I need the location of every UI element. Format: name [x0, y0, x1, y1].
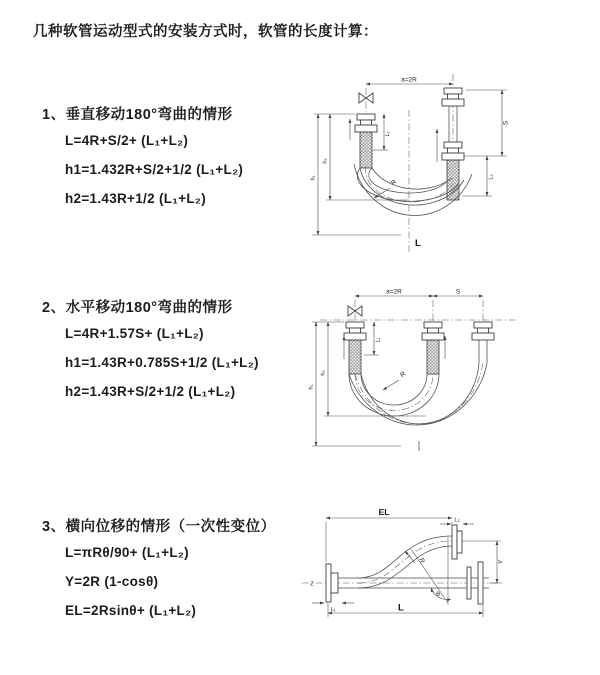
d3-label-theta: θ	[436, 591, 440, 598]
d1-label-l2: L₂	[488, 174, 495, 180]
section-1-formula-h2: h2=1.43R+1/2 (L₁+L₂)	[65, 191, 207, 206]
section-3-formula-Y: Y=2R (1-cosθ)	[65, 574, 159, 589]
d3-theta-construction	[411, 537, 451, 605]
d2-hose-bend-curves	[349, 363, 487, 451]
section-3-formula-L: L=πRθ/90+ (L₁+L₂)	[65, 545, 189, 560]
section-2-formula-h2: h2=1.43R+S/2+1/2 (L₁+L₂)	[65, 384, 236, 399]
diagram-horizontal-180-bend	[306, 283, 571, 473]
d1-label-h2: h₂	[322, 158, 329, 164]
d1-left-hose-end	[355, 114, 377, 168]
d1-label-l1: L₁	[385, 131, 391, 137]
section-1-heading: 1、垂直移动180°弯曲的情形	[42, 107, 233, 123]
d2-label-r: R	[399, 370, 408, 379]
d2-label-h1: h₁	[308, 384, 315, 390]
section-3-formula-EL: EL=2Rsinθ+ (L₁+L₂)	[65, 603, 197, 618]
d2-dimensions	[309, 289, 484, 447]
d2-middle-hose-end	[422, 322, 444, 374]
d1-label-r: R	[390, 178, 399, 188]
d3-label-el: EL	[378, 507, 390, 517]
d1-dimensions	[311, 77, 510, 250]
d3-label-y: Y	[497, 559, 505, 565]
section-3-heading: 3、横向位移的情形（一次性变位）	[42, 519, 276, 535]
d1-label-l: L	[415, 238, 421, 249]
d2-label-s: S	[455, 288, 461, 296]
section-2-formula-h1: h1=1.43R+0.785S+1/2 (L₁+L₂)	[65, 355, 259, 370]
d2-left-hose-end	[344, 322, 366, 374]
d2-right-hose-end	[472, 322, 494, 363]
d3-centerline-symbol: Z	[310, 581, 314, 588]
d1-label-a2r: a=2R	[401, 76, 417, 84]
diagram-lateral-displacement	[298, 503, 596, 648]
d3-dimensions	[310, 507, 504, 617]
diagram-vertical-180-bend	[306, 66, 561, 261]
d2-label-a2r: a=2R	[386, 288, 402, 296]
d3-hose-curve	[358, 536, 452, 588]
section-2-heading: 2、水平移动180°弯曲的情形	[42, 300, 233, 316]
d3-upper-flange	[452, 525, 462, 559]
d2-label-h2: h₂	[320, 370, 327, 376]
d1-label-s: S	[502, 120, 510, 126]
d3-label-r: R	[417, 557, 426, 564]
d2-label-l1: L₁	[375, 337, 382, 343]
d1-label-h1: h₁	[310, 175, 317, 181]
page-title: 几种软管运动型式的安装方式时，软管的长度计算：	[33, 24, 378, 40]
d3-label-l: L	[398, 602, 404, 614]
section-1-formula-h1: h1=1.432R+S/2+1/2 (L₁+L₂)	[65, 162, 244, 177]
d1-centerlines	[366, 74, 453, 252]
section-1-formula-L: L=4R+S/2+ (L₁+L₂)	[65, 133, 189, 148]
d3-label-l2: L₂	[454, 517, 460, 524]
d3-label-l1: L₁	[330, 607, 336, 613]
section-2-formula-L: L=4R+1.57S+ (L₁+L₂)	[65, 326, 204, 341]
